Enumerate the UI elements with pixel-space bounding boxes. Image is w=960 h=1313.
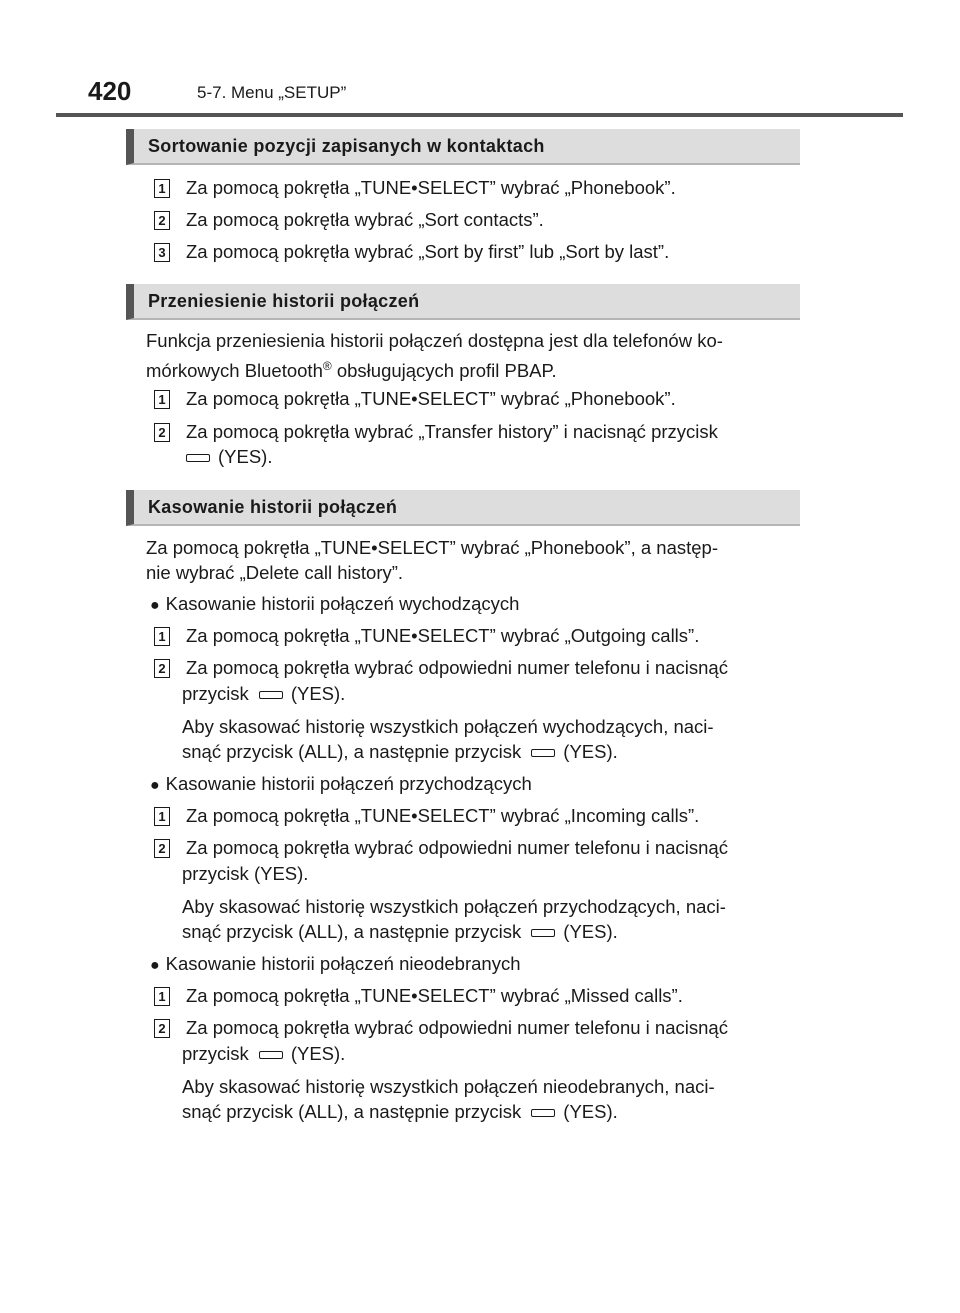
bullet-dot-icon: ● <box>150 957 160 974</box>
step-number-2: 2 <box>154 839 170 858</box>
step-text: przycisk (YES). <box>182 1043 346 1064</box>
bullet-item: ● Kasowanie historii połączeń wychodzących <box>150 593 520 614</box>
step-text: przycisk (YES). <box>182 863 309 884</box>
step-text: Za pomocą pokrętła „TUNE•SELECT” wybrać „Incoming calls”. <box>186 805 700 826</box>
button-icon <box>186 454 210 462</box>
note-text: Aby skasować historię wszystkich połączeń przychodzących, naci- <box>182 896 726 917</box>
step-text: Za pomocą pokrętła „TUNE•SELECT” wybrać „Outgoing calls”. <box>186 625 700 646</box>
section-title: Przeniesienie historii połączeń <box>148 291 420 311</box>
intro-text: mórkowych Bluetooth® obsługujących profil PBAP. <box>146 359 557 382</box>
step-text: (YES). <box>182 445 272 469</box>
step-text: Za pomocą pokrętła wybrać „Transfer history” i nacisnąć przycisk <box>186 421 718 442</box>
bullet-item: ● Kasowanie historii połączeń nieodebranych <box>150 953 521 974</box>
note-text: Aby skasować historię wszystkich połączeń nieodebranych, naci- <box>182 1076 715 1097</box>
bullet-dot-icon: ● <box>150 597 160 614</box>
step-text: Za pomocą pokrętła „TUNE•SELECT” wybrać „Phonebook”. <box>186 388 676 409</box>
note-text: Aby skasować historię wszystkich połączeń wychodzących, naci- <box>182 716 714 737</box>
section-heading-delete <box>126 490 800 526</box>
step-text: Za pomocą pokrętła wybrać odpowiedni numer telefonu i nacisnąć <box>186 837 728 858</box>
step-text: Za pomocą pokrętła „TUNE•SELECT” wybrać „Missed calls”. <box>186 985 683 1006</box>
page-number: 420 <box>88 76 132 106</box>
step-text: Za pomocą pokrętła wybrać odpowiedni numer telefonu i nacisnąć <box>186 657 728 678</box>
note-text: snąć przycisk (ALL), a następnie przycisk (YES). <box>182 1101 618 1122</box>
step-number-2: 2 <box>154 211 170 230</box>
button-icon <box>531 749 555 757</box>
step-number-1: 1 <box>154 390 170 409</box>
step-number-1: 1 <box>154 807 170 826</box>
intro-text: Za pomocą pokrętła „TUNE•SELECT” wybrać „Phonebook”, a następ- <box>146 537 718 558</box>
button-icon <box>531 929 555 937</box>
intro-text: nie wybrać „Delete call history”. <box>146 562 404 583</box>
bullet-item: ● Kasowanie historii połączeń przychodzących <box>150 773 532 794</box>
step-text: Za pomocą pokrętła wybrać „Sort contacts”. <box>186 209 544 230</box>
step-number-1: 1 <box>154 179 170 198</box>
section-heading-sorting <box>126 129 800 165</box>
step-number-2: 2 <box>154 1019 170 1038</box>
step-number-3: 3 <box>154 243 170 262</box>
intro-text: Funkcja przeniesienia historii połączeń dostępna jest dla telefonów ko- <box>146 330 723 351</box>
button-icon <box>531 1109 555 1117</box>
section-heading-transfer <box>126 284 800 320</box>
step-text: przycisk (YES). <box>182 683 346 704</box>
button-icon <box>259 1051 283 1059</box>
button-icon <box>259 691 283 699</box>
step-text: Za pomocą pokrętła wybrać odpowiedni numer telefonu i nacisnąć <box>186 1017 728 1038</box>
chapter-title: 5-7. Menu „SETUP” <box>197 83 347 102</box>
step-text: Za pomocą pokrętła wybrać „Sort by first” lub „Sort by last”. <box>186 241 670 262</box>
header-rule <box>56 113 903 117</box>
section-title: Sortowanie pozycji zapisanych w kontaktach <box>148 136 545 156</box>
step-number-2: 2 <box>154 423 170 442</box>
step-number-1: 1 <box>154 627 170 646</box>
registered-mark: ® <box>322 359 332 373</box>
note-text: snąć przycisk (ALL), a następnie przycisk (YES). <box>182 741 618 762</box>
step-number-1: 1 <box>154 987 170 1006</box>
bullet-dot-icon: ● <box>150 777 160 794</box>
note-text: snąć przycisk (ALL), a następnie przycisk (YES). <box>182 921 618 942</box>
step-number-2: 2 <box>154 659 170 678</box>
step-text: Za pomocą pokrętła „TUNE•SELECT” wybrać „Phonebook”. <box>186 177 676 198</box>
section-title: Kasowanie historii połączeń <box>148 497 398 517</box>
